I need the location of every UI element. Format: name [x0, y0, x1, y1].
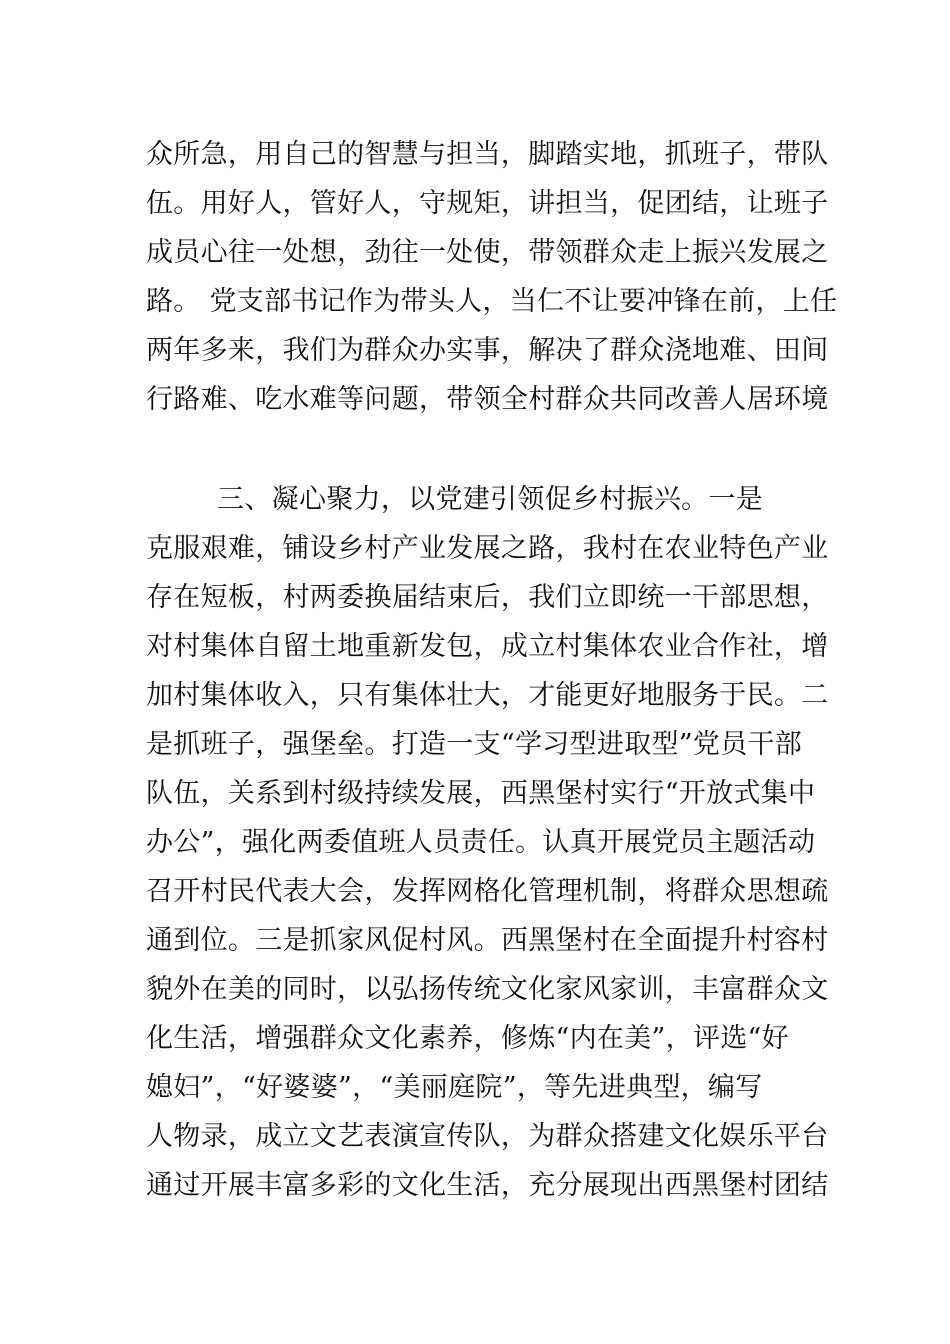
paragraph-line: 克服艰难，铺设乡村产业发展之路，我村在农业特色产业 — [146, 533, 829, 564]
paragraph-line: 行路难、吃水难等问题，带领全村群众共同改善人居环境 — [146, 384, 829, 415]
paragraph-line: 貌外在美的同时，以弘扬传统文化家风家训，丰富群众文 — [146, 974, 829, 1005]
paragraph-line: 三、凝心聚力，以党建引领促乡村振兴。一是 — [146, 484, 764, 515]
paragraph-line: 召开村民代表大会，发挥网格化管理机制，将群众思想疏 — [146, 876, 829, 907]
paragraph-2 — [146, 475, 829, 1210]
paragraph-1 — [146, 130, 838, 424]
paragraph-line: 是抓班子，强堡垒。打造一支“学习型进取型”党员干部 — [146, 729, 803, 760]
paragraph-line: 路。 党支部书记作为带头人，当仁不让要冲锋在前，上任 — [146, 286, 838, 317]
paragraph-line: 众所急，用自己的智慧与担当，脚踏实地，抓班子，带队 — [146, 139, 829, 170]
paragraph-line: 通到位。三是抓家风促村风。西黑堡村在全面提升村容村 — [146, 925, 829, 956]
paragraph-line: 办公”，强化两委值班人员责任。认真开展党员主题活动 — [146, 827, 816, 858]
paragraph-line: 伍。用好人，管好人，守规矩，讲担当，促团结，让班子 — [146, 188, 829, 219]
paragraph-line: 对村集体自留土地重新发包，成立村集体农业合作社，增 — [146, 631, 829, 662]
paragraph-line: 通过开展丰富多彩的文化生活，充分展现出西黑堡村团结 — [146, 1170, 829, 1201]
paragraph-line: 两年多来，我们为群众办实事，解决了群众浇地难、田间 — [146, 335, 829, 366]
paragraph-line: 加村集体收入，只有集体壮大，才能更好地服务于民。二 — [146, 680, 829, 711]
paragraph-line: 人物录，成立文艺表演宣传队，为群众搭建文化娱乐平台 — [146, 1121, 829, 1152]
paragraph-line: 媳妇”，“好婆婆”，“美丽庭院”，等先进典型，编写 — [146, 1072, 763, 1103]
paragraph-line: 队伍，关系到村级持续发展，西黑堡村实行“开放式集中 — [146, 778, 816, 809]
paragraph-line: 存在短板，村两委换届结束后，我们立即统一干部思想， — [146, 582, 829, 613]
paragraph-line: 成员心往一处想，劲往一处使，带领群众走上振兴发展之 — [146, 237, 829, 268]
paragraph-line: 化生活，增强群众文化素养，修炼“内在美”，评选“好 — [146, 1023, 789, 1054]
